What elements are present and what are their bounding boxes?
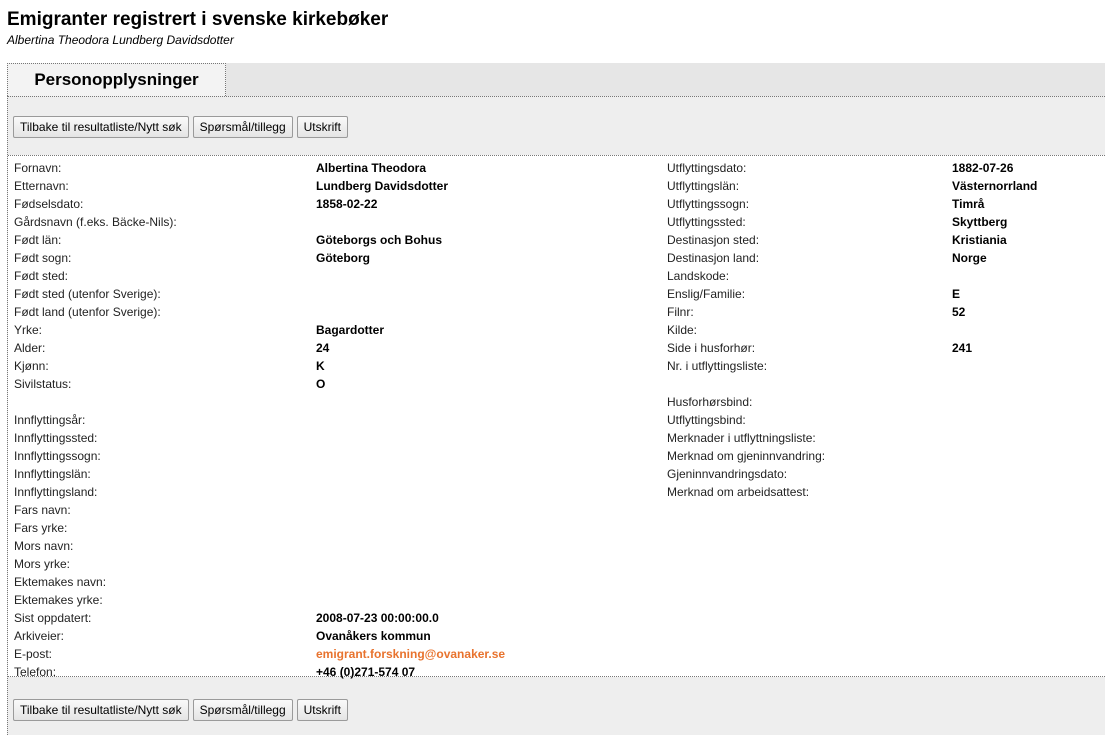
field-label: Født land (utenfor Sverige): [14, 305, 161, 319]
field-label: Ektemakes yrke: [14, 593, 103, 607]
field-label: Født sogn: [14, 251, 72, 265]
field-value: Göteborg [316, 251, 370, 265]
person-details [8, 155, 1105, 677]
top-toolbar [13, 116, 348, 138]
field-label: Innflyttingslän: [14, 467, 91, 481]
field-label: Sist oppdatert: [14, 611, 92, 625]
detail-row [14, 321, 505, 339]
detail-row [667, 393, 1037, 411]
field-label: Mors navn: [14, 539, 74, 553]
field-value: 52 [952, 305, 966, 319]
field-label: Fødselsdato: [14, 197, 84, 211]
detail-row [667, 447, 1037, 465]
field-label: Nr. i utflyttingsliste: [667, 359, 768, 373]
detail-row [14, 627, 505, 645]
field-value: 2008-07-23 00:00:00.0 [316, 611, 439, 625]
field-label: Mors yrke: [14, 557, 71, 571]
field-label: Alder: [14, 341, 46, 355]
field-label: Arkiveier: [14, 629, 65, 643]
field-label: Filnr: [667, 305, 694, 319]
detail-row [14, 159, 505, 177]
field-label: Utflyttingsdato: [667, 161, 747, 175]
back-to-results-button[interactable]: Tilbake til resultatliste/Nytt søk [13, 699, 189, 721]
field-label: E-post: [14, 647, 53, 661]
field-label: Fars yrke: [14, 521, 68, 535]
detail-row [14, 267, 505, 285]
field-label: Kilde: [667, 323, 698, 337]
field-value: Timrå [952, 197, 985, 211]
detail-row [14, 249, 505, 267]
field-value: K [316, 359, 325, 373]
field-value: Ovanåkers kommun [316, 629, 431, 643]
print-button[interactable]: Utskrift [297, 699, 348, 721]
field-label: Født sted (utenfor Sverige): [14, 287, 161, 301]
field-label: Destinasjon sted: [667, 233, 760, 247]
detail-row [14, 501, 505, 519]
details-right-column [667, 159, 1037, 501]
field-label: Sivilstatus: [14, 377, 72, 391]
right-bottom-group [667, 393, 1037, 501]
field-label: Merknader i utflyttningsliste: [667, 431, 816, 445]
detail-row [14, 609, 505, 627]
question-addition-button[interactable]: Spørsmål/tillegg [193, 699, 293, 721]
detail-row [14, 375, 505, 393]
field-label: Innflyttingsår: [14, 413, 86, 427]
detail-row [14, 429, 505, 447]
person-name-subtitle: Albertina Theodora Lundberg Davidsdotter [7, 33, 234, 47]
detail-row [14, 339, 505, 357]
right-top-group [667, 159, 1037, 375]
detail-row [14, 465, 505, 483]
detail-row [667, 249, 1037, 267]
field-value: Västernorrland [952, 179, 1038, 193]
detail-row [14, 411, 505, 429]
detail-row [667, 357, 1037, 375]
email-link[interactable]: emigrant.forskning@ovanaker.se [316, 647, 506, 661]
field-label: Destinasjon land: [667, 251, 760, 265]
detail-row [667, 465, 1037, 483]
detail-row [14, 537, 505, 555]
field-label: Enslig/Familie: [667, 287, 746, 301]
field-value: Kristiania [952, 233, 1007, 247]
details-left-column [14, 159, 505, 681]
detail-row [14, 591, 505, 609]
detail-row [667, 303, 1037, 321]
detail-row [667, 411, 1037, 429]
detail-row [14, 555, 505, 573]
field-label: Innflyttingsland: [14, 485, 98, 499]
detail-row [14, 663, 505, 681]
detail-row [14, 357, 505, 375]
detail-row [667, 483, 1037, 501]
field-label: Ektemakes navn: [14, 575, 107, 589]
field-label: Merknad om gjeninnvandring: [667, 449, 826, 463]
left-bottom-group [14, 411, 505, 681]
detail-row [667, 159, 1037, 177]
detail-row [14, 195, 505, 213]
content-panel [7, 96, 1105, 735]
field-value: Albertina Theodora [316, 161, 427, 175]
detail-row [14, 285, 505, 303]
page-title: Emigranter registrert i svenske kirkebøker [7, 9, 389, 30]
print-button[interactable]: Utskrift [297, 116, 348, 138]
detail-row [667, 339, 1037, 357]
detail-row [14, 447, 505, 465]
field-value: Norge [952, 251, 987, 265]
field-label: Etternavn: [14, 179, 69, 193]
detail-row [667, 231, 1037, 249]
back-to-results-button[interactable]: Tilbake til resultatliste/Nytt søk [13, 116, 189, 138]
spacer [14, 393, 505, 411]
field-value: E [952, 287, 961, 301]
field-label: Telefon: [14, 665, 57, 679]
field-label: Landskode: [667, 269, 730, 283]
detail-row [667, 285, 1037, 303]
detail-row [14, 231, 505, 249]
field-label: Kjønn: [14, 359, 49, 373]
detail-row [14, 177, 505, 195]
field-label: Født län: [14, 233, 62, 247]
bottom-toolbar [13, 699, 348, 721]
detail-row [667, 321, 1037, 339]
field-label: Husforhørsbind: [667, 395, 753, 409]
detail-row [667, 267, 1037, 285]
field-value: Skyttberg [952, 215, 1008, 229]
detail-row [667, 177, 1037, 195]
detail-row [14, 645, 505, 663]
left-top-group [14, 159, 505, 393]
field-label: Utflyttingssogn: [667, 197, 750, 211]
field-label: Innflyttingssogn: [14, 449, 101, 463]
field-label: Gjeninnvandringsdato: [667, 467, 788, 481]
spacer [667, 375, 1037, 393]
field-value: +46 (0)271-574 07 [316, 665, 416, 679]
field-label: Yrke: [14, 323, 43, 337]
detail-row [667, 195, 1037, 213]
field-value: Lundberg Davidsdotter [316, 179, 449, 193]
field-label: Merknad om arbeidsattest: [667, 485, 810, 499]
field-label: Utflyttingssted: [667, 215, 746, 229]
tab-bar [7, 63, 1105, 96]
field-value: 1882-07-26 [952, 161, 1014, 175]
detail-row [14, 303, 505, 321]
field-label: Fornavn: [14, 161, 62, 175]
field-label: Født sted: [14, 269, 69, 283]
field-label: Fars navn: [14, 503, 71, 517]
field-value: 24 [316, 341, 330, 355]
field-value: O [316, 377, 326, 391]
field-label: Side i husforhør: [667, 341, 756, 355]
detail-row [667, 213, 1037, 231]
field-label: Utflyttingsbind: [667, 413, 746, 427]
detail-row [14, 573, 505, 591]
field-value: 241 [952, 341, 973, 355]
field-value: Bagardotter [316, 323, 385, 337]
detail-row [14, 519, 505, 537]
field-value: Göteborgs och Bohus [316, 233, 442, 247]
tab-personopplysninger[interactable]: Personopplysninger [7, 63, 226, 96]
detail-row [14, 483, 505, 501]
detail-row [14, 213, 505, 231]
question-addition-button[interactable]: Spørsmål/tillegg [193, 116, 293, 138]
field-label: Innflyttingssted: [14, 431, 98, 445]
field-value: 1858-02-22 [316, 197, 378, 211]
detail-row [667, 429, 1037, 447]
field-label: Gårdsnavn (f.eks. Bäcke-Nils): [14, 215, 177, 229]
field-label: Utflyttingslän: [667, 179, 740, 193]
